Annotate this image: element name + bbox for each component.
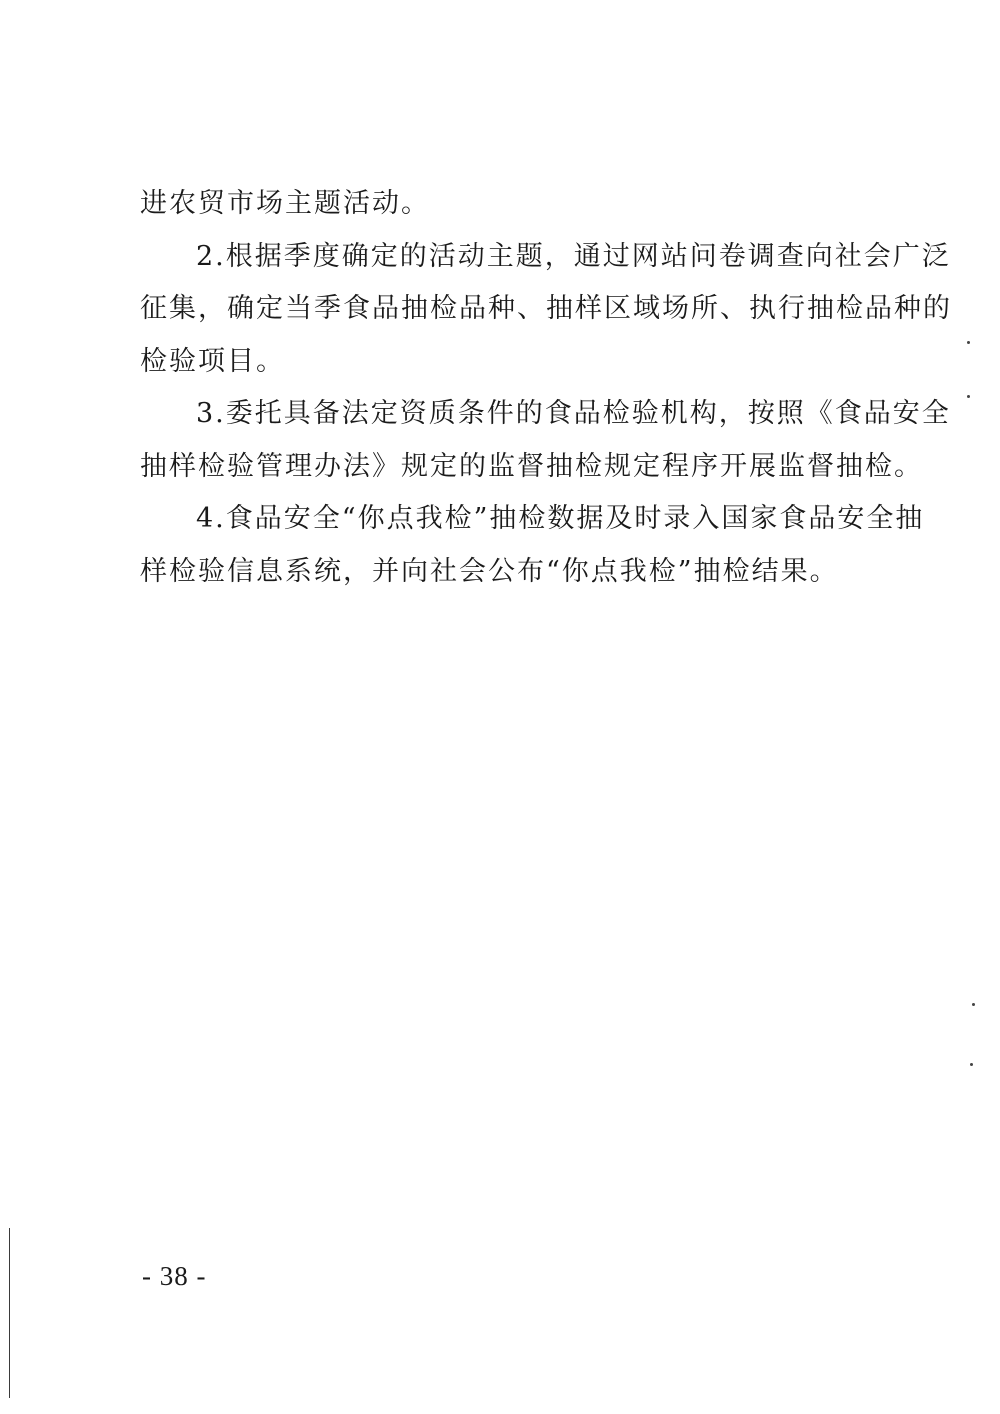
page-number: - 38 - [142,1261,207,1291]
item-4-line-1: 4.食品安全“你点我检”抽检数据及时录入国家食品安全抽 [196,503,925,534]
item-3-line-1: 3.委托具备法定资质条件的食品检验机构，按照《食品安全 [196,398,951,429]
item-2-line-2: 征集，确定当季食品抽检品种、抽样区域场所、执行抽检品种的 [140,293,952,324]
item-2-line-3: 检验项目。 [140,345,285,377]
scan-speck [967,341,970,344]
scan-speck [967,395,970,398]
item-2-line-1: 2.根据季度确定的活动主题，通过网站问卷调查向社会广泛 [196,240,951,272]
item-3-line-2: 抽样检验管理办法》规定的监督抽检规定程序开展监督抽检。 [140,450,923,482]
scan-speck [970,1063,973,1066]
scan-speck [972,1003,975,1006]
item-4-line-2: 样检验信息系统，并向社会公布“你点我检”抽检结果。 [140,555,839,587]
body-text [140,178,952,598]
scan-edge-line [9,1228,10,1398]
body-line-1: 进农贸市场主题活动。 [140,188,430,219]
